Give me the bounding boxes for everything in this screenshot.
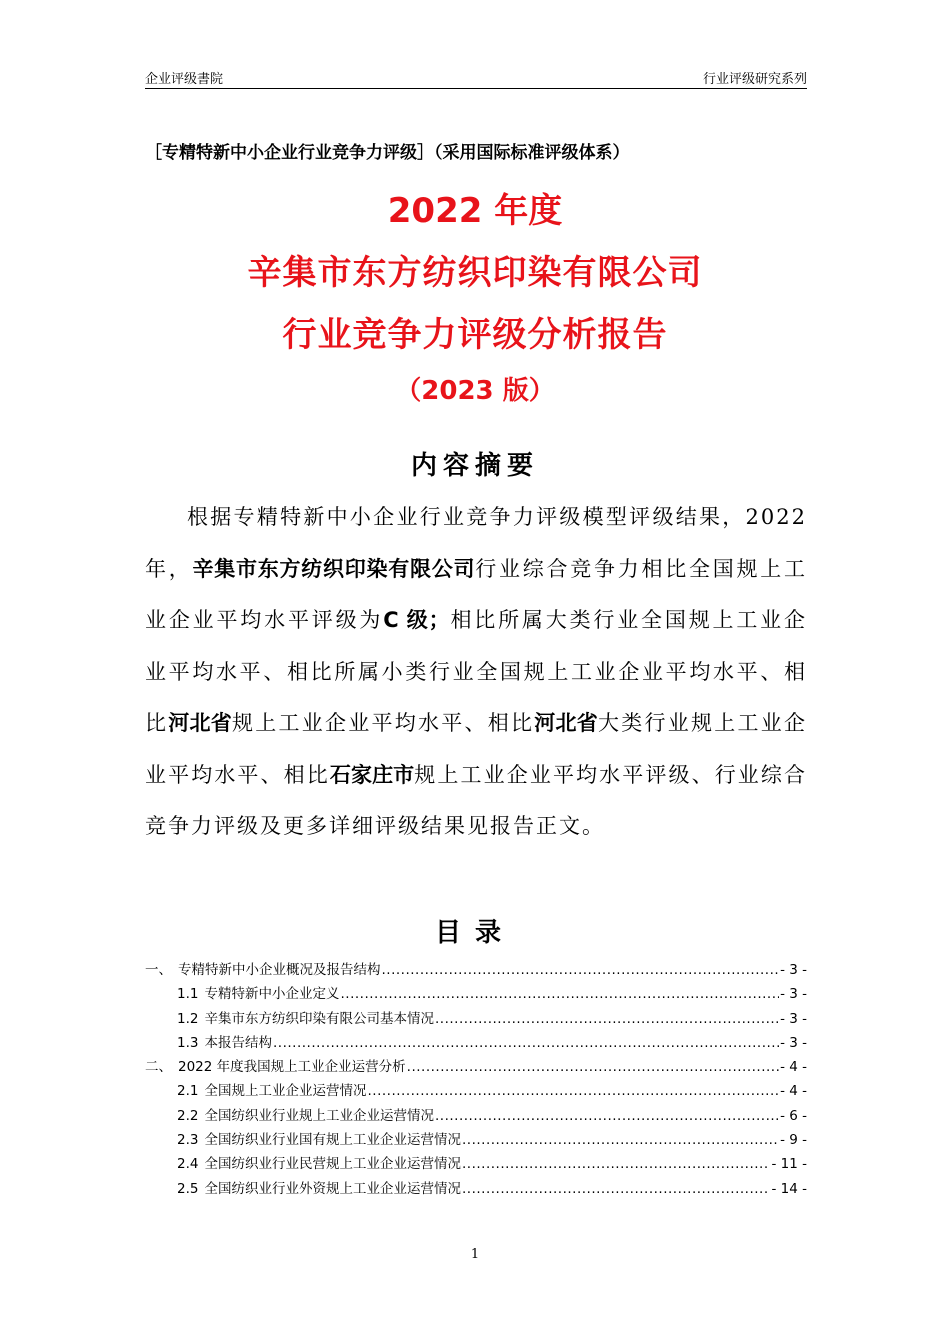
title-year: 2022 年度 [387,191,563,231]
toc-page: - 3 - [780,962,807,978]
toc-entry[interactable] [145,958,807,982]
abstract-text: 相比所属大类行业全国规上工业企业平均水平、相比所属小类行业全国规上工业企业平均水平、相比 [145,608,807,735]
header-publisher: 企业评级書院 [145,72,224,87]
toc-number: 二、 [145,1059,172,1076]
toc-text: 本报告结构 [204,1034,272,1051]
toc-number: 2.2 [177,1107,199,1124]
toc-leader [435,1011,779,1027]
abstract-province: 河北省 [534,711,598,735]
toc-text: 全国纺织业行业规上工业企业运营情况 [204,1107,434,1124]
title-edition: （2023 版） [395,376,555,406]
toc-page: - 3 - [780,1034,807,1051]
abstract-text: 根据专精特新中小企业行业竞争力评级模型评级结果，2022 年， [145,505,807,581]
toc-leader [273,1035,779,1051]
toc-text: 2022 年度我国规上工业企业运营分析 [178,1059,406,1076]
header-series: 行业评级研究系列 [702,72,807,87]
toc-entry[interactable] [145,1079,807,1103]
toc-number: 2.1 [177,1083,199,1100]
toc-number: 1.1 [177,986,199,1003]
toc-number: 2.5 [177,1180,199,1197]
toc-leader [340,986,779,1002]
abstract-text: 规上工业企业平均水平、相比 [232,711,535,735]
abstract-text: 规上工业企业平均水平评级、行业综合竞争力评级及更多详细评级结果见报告正文。 [145,762,808,838]
toc-leader [367,1083,779,1099]
toc-page: - 14 - [771,1180,807,1197]
abstract-company: 辛集市东方纺织印染有限公司 [192,556,476,581]
toc-text: 全国纺织业行业外资规上工业企业运营情况 [204,1180,461,1197]
abstract-province: 河北省 [168,711,232,735]
toc-text: 专精特新中小企业概况及报告结构 [178,962,381,978]
title-company: 辛集市东方纺织印染有限公司 [247,253,703,293]
toc-leader [462,1132,779,1148]
series-line: ［专精特新中小企业行业竞争力评级］（采用国际标准评级体系） [145,143,630,163]
toc-leader [382,962,780,978]
toc-leader [462,1181,771,1197]
toc-page: - 11 - [771,1156,807,1173]
abstract-city: 石家庄市 [329,762,415,787]
page-number: 1 [470,1247,480,1262]
toc-entry[interactable] [145,1104,807,1128]
toc-text: 全国纺织业行业国有规上工业企业运营情况 [204,1132,461,1149]
toc-entry[interactable] [145,982,807,1006]
toc-page: - 4 - [780,1083,807,1100]
toc-text: 全国规上工业企业运营情况 [204,1083,367,1100]
toc-entry[interactable] [145,1152,807,1176]
toc-leader [435,1108,779,1124]
toc-number: 1.3 [177,1034,199,1051]
toc-number: 2.3 [177,1132,199,1149]
page-header [145,66,807,89]
toc-page: - 6 - [780,1107,807,1124]
toc-page: - 4 - [780,1059,807,1076]
toc-entry[interactable] [145,1007,807,1031]
toc-page: - 3 - [780,986,807,1003]
toc-entry[interactable] [145,1128,807,1152]
toc-number: 2.4 [177,1156,199,1173]
toc-text: 全国纺织业行业民营规上工业企业运营情况 [204,1156,461,1173]
toc-number: 1.2 [177,1010,199,1027]
toc-page: - 3 - [780,1010,807,1027]
toc-leader [407,1059,779,1075]
abstract-text: 大类行业规上工业企业平均水平、相比 [145,711,807,787]
abstract-heading: 内容摘要 [410,451,539,481]
toc-entry[interactable] [145,1177,807,1201]
toc-entry[interactable] [145,1055,807,1079]
title-report: 行业竞争力评级分析报告 [282,315,668,355]
toc-text: 辛集市东方纺织印染有限公司基本情况 [204,1010,434,1027]
toc-page: - 9 - [780,1132,807,1149]
toc-number: 一、 [145,962,172,978]
toc-heading: 目录 [434,918,515,948]
abstract-text: 行业综合竞争力相比全国规上工业企业平均水平评级为 [145,556,807,632]
abstract-paragraph [145,492,807,853]
toc-leader [462,1156,771,1172]
abstract-grade: C 级； [383,608,450,632]
toc-entry[interactable] [145,1031,807,1055]
table-of-contents [145,958,807,1201]
toc-text: 专精特新中小企业定义 [204,986,340,1003]
